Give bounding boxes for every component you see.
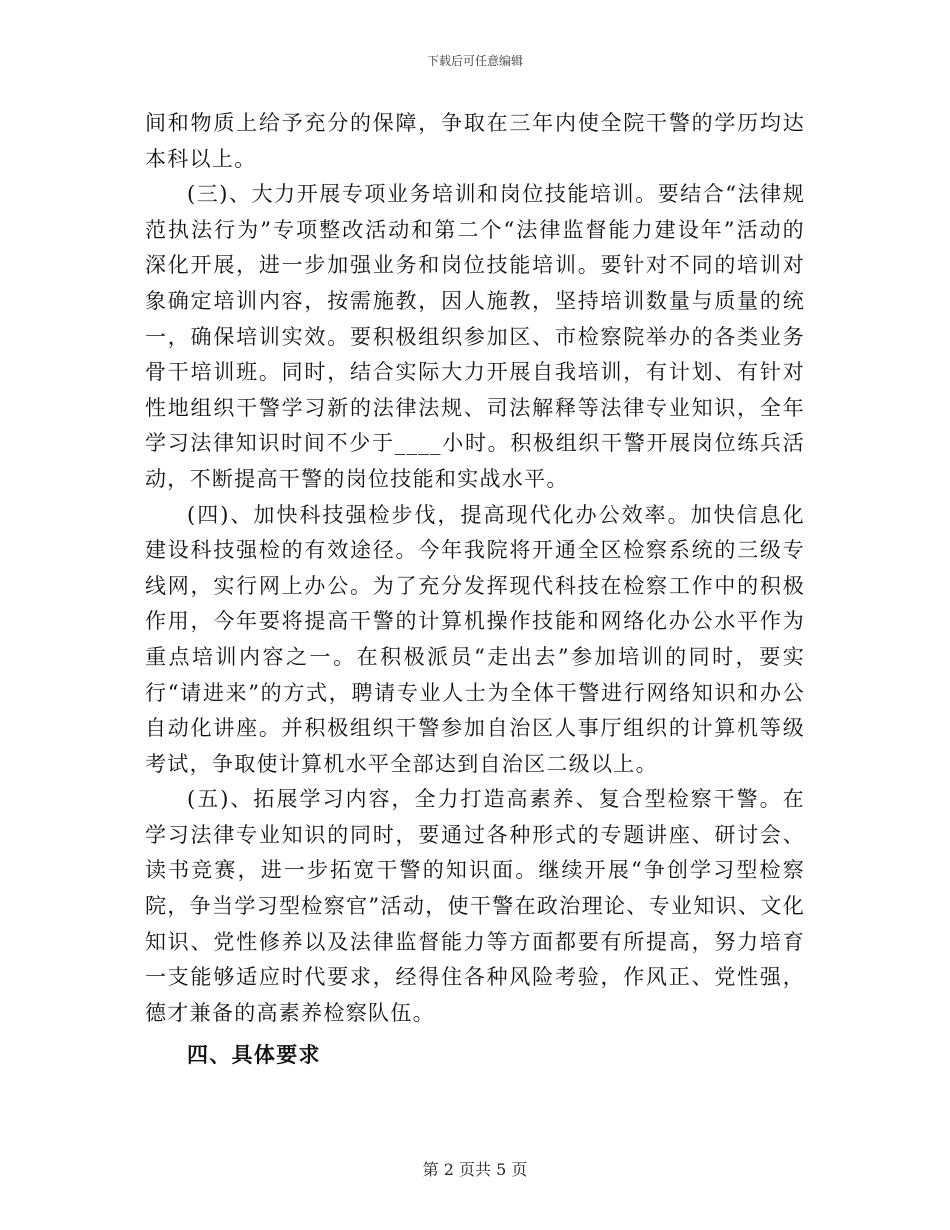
paragraph-section-4: (四)、加快科技强检步伐，提高现代化办公效率。加快信息化建设科技强检的有效途径。今年我院将开通全区检察系统的三级专线网，实行网上办公。为了充分发挥现代科技在检察工作中的积极作用，今年要将提高干警的计算机操作技能和网络化办公水平作为重点培训内容之一。在积极派员“走出去”参加培训的同时，要实行“请进来”的方式，聘请专业人士为全体干警进行网络知识和办公自动化讲座。并积极组织干警参加自治区人事厅组织的计算机等级考试，争取使计算机水平全部达到自治区二级以上。 xyxy=(145,502,805,776)
document-body xyxy=(145,106,805,1073)
paragraph-section-5: (五)、拓展学习内容，全力打造高素养、复合型检察干警。在学习法律专业知识的同时，要通过各种形式的专题讲座、研讨会、读书竞赛，进一步拓宽干警的知识面。继续开展“争创学习型检察院，争当学习型检察官”活动，使干警在政治理论、专业知识、文化知识、党性修养以及法律监督能力等方面都要有所提高，努力培育一支能够适应时代要求，经得住各种风险考验，作风正、党性强，德才兼备的高素养检察队伍。 xyxy=(145,787,805,1025)
paragraph-continuation: 间和物质上给予充分的保障，争取在三年内使全院干警的学历均达本科以上。 xyxy=(145,111,805,171)
page-number-footer: 第 2 页共 5 页 xyxy=(422,1160,528,1179)
paragraph-section-3: (三)、大力开展专项业务培训和岗位技能培训。要结合“法律规范执法行为”专项整改活动和第二个“法律监督能力建设年”活动的深化开展，进一步加强业务和岗位技能培训。要针对不同的培训对象确定培训内容，按需施教，因人施教，坚持培训数量与质量的统一，确保培训实效。要积极组织参加区、市检察院举办的各类业务骨干培训班。同时，结合实际大力开展自我培训，有计划、有针对性地组织干警学习新的法律法规、司法解释等法律专业知识，全年学习法律知识时间不少于____小时。积极组织干警开展岗位练兵活动，不断提高干警的岗位技能和实战水平。 xyxy=(145,182,805,491)
section-heading-requirements: 四、具体要求 xyxy=(187,1042,321,1068)
page-header: 下载后可任意编辑 xyxy=(426,54,523,68)
